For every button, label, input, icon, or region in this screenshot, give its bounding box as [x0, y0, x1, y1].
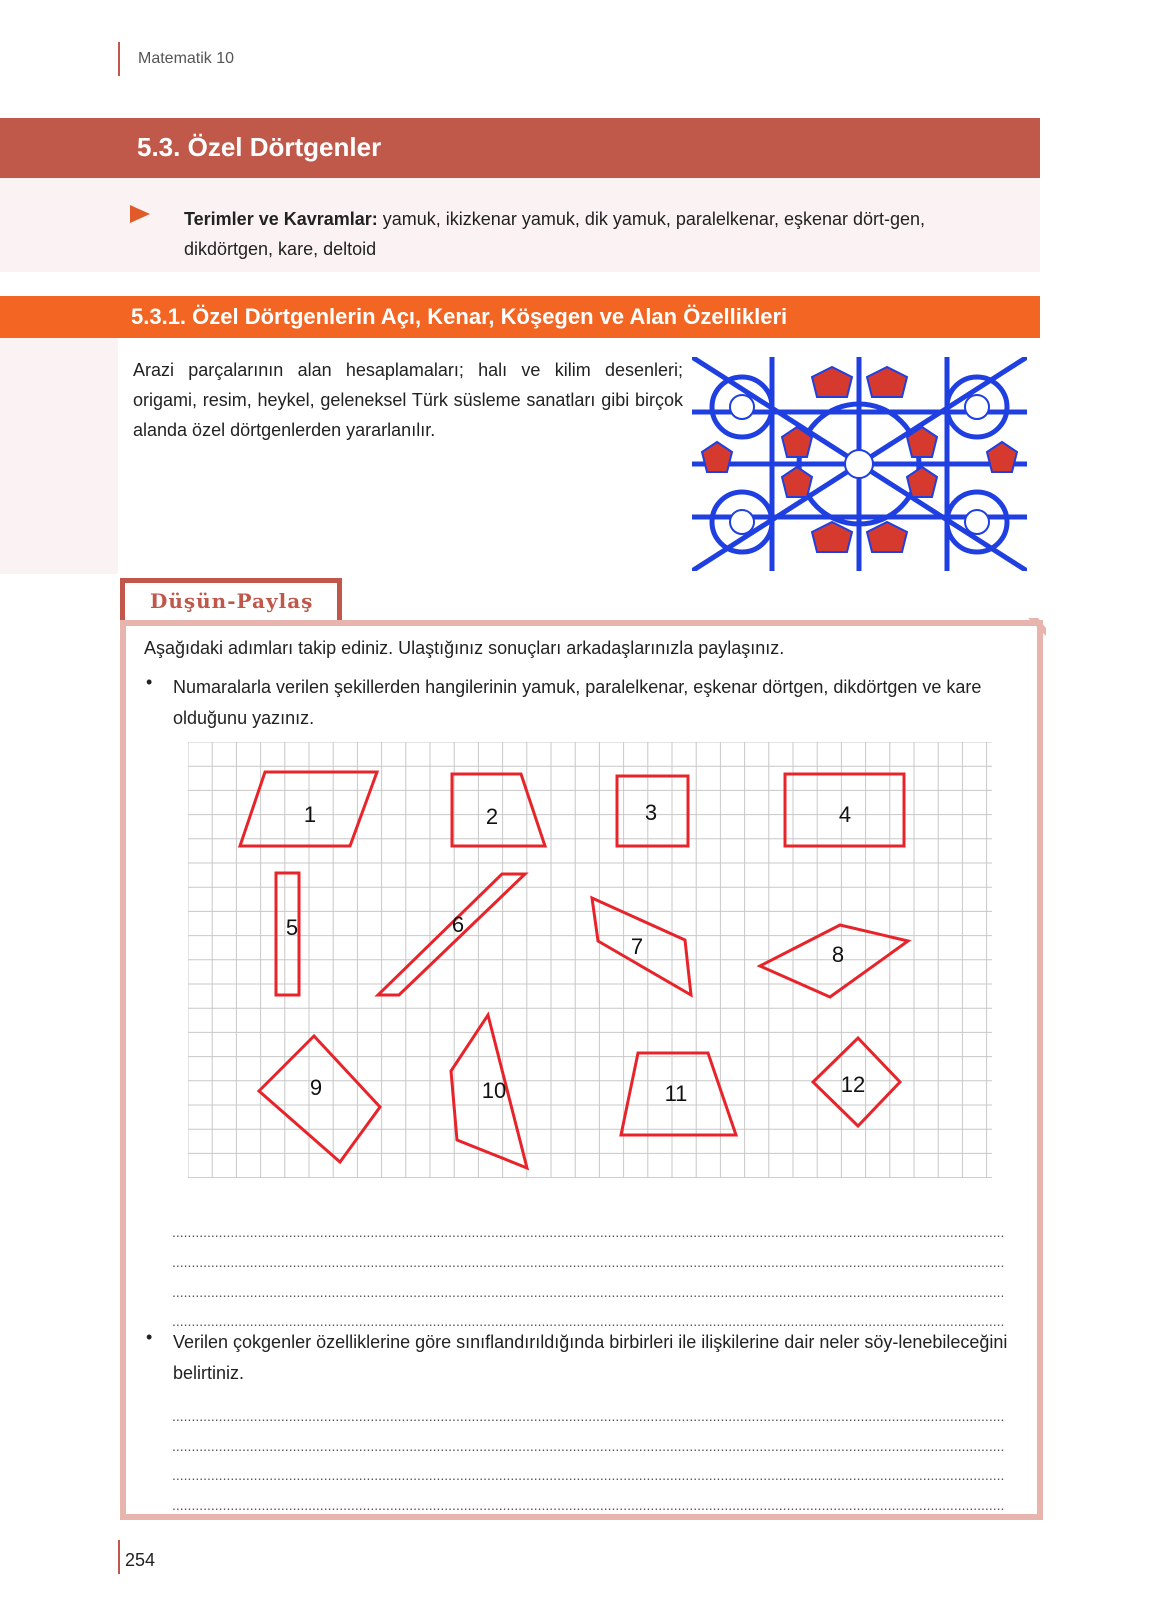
shape-label-2: 2 — [485, 804, 499, 829]
subsection-title: 5.3.1. Özel Dörtgenlerin Açı, Kenar, Köşegen ve Alan Özellikleri — [131, 304, 788, 329]
answer-line[interactable]: ...................................................................................................................................................................................................................... — [172, 1284, 1005, 1298]
shape-label-4: 4 — [838, 802, 852, 827]
answer-line[interactable]: ...................................................................................................................................................................................................................... — [172, 1438, 1005, 1452]
box-corner-decoration — [1028, 618, 1046, 636]
shape-label-12: 12 — [840, 1072, 866, 1097]
answer-line[interactable]: ...................................................................................................................................................................................................................... — [172, 1313, 1005, 1327]
terms-list: yamuk, ikizkenar yamuk, dik yamuk, paralelkenar, eşkenar dört-gen, dikdörtgen, kare, deltoid — [184, 209, 926, 259]
bullet-1-marker: • — [146, 672, 153, 692]
shape-label-3: 3 — [644, 800, 658, 825]
shape-label-9: 9 — [309, 1075, 323, 1100]
activity-tab-label: Düşün-Paylaş — [150, 589, 314, 613]
activity-instruction: Aşağıdaki adımları takip ediniz. Ulaştığınız sonuçları arkadaşlarınızla paylaşınız. — [144, 638, 785, 658]
answer-line[interactable]: ...................................................................................................................................................................................................................... — [172, 1408, 1005, 1422]
bullet-2-text: Verilen çokgenler özelliklerine göre sınıflandırıldığında birbirleri ile ilişkilerine dair neler söy-lenebileceğini belirtiniz. — [173, 1332, 1008, 1383]
footer-divider — [118, 1540, 120, 1574]
shape-label-7: 7 — [630, 934, 644, 959]
quadrilateral-grid-figure — [188, 742, 992, 1178]
terms-paragraph — [184, 204, 1014, 264]
answer-line[interactable]: ...................................................................................................................................................................................................................... — [172, 1254, 1005, 1268]
bullet-2-marker: • — [146, 1327, 153, 1347]
intro-paragraph: Arazi parçalarının alan hesaplamaları; halı ve kilim desenleri; origami, resim, heykel, geleneksel Türk süsleme sanatları gibi birçok alanda özel dörtgenlerden yararlanılır. — [133, 360, 683, 440]
quadrilateral-shape-2 — [452, 774, 545, 846]
shape-label-11: 11 — [664, 1081, 688, 1106]
shape-label-1: 1 — [303, 802, 317, 827]
margin-strip — [0, 338, 118, 574]
bullet-1-text: Numaralarla verilen şekillerden hangilerinin yamuk, paralelkenar, eşkenar dörtgen, dikdörtgen ve kare olduğunu yazınız. — [173, 677, 982, 728]
shape-label-8: 8 — [831, 942, 845, 967]
terms-label: Terimler ve Kavramlar: — [184, 209, 378, 229]
header-divider — [118, 42, 120, 76]
geometric-pattern-image — [692, 357, 1027, 571]
answer-line[interactable]: ...................................................................................................................................................................................................................... — [172, 1467, 1005, 1481]
answer-line[interactable]: ...................................................................................................................................................................................................................... — [172, 1224, 1005, 1238]
section-title: 5.3. Özel Dörtgenler — [137, 132, 382, 162]
book-title: Matematik 10 — [138, 50, 235, 67]
page-number: 254 — [125, 1550, 156, 1570]
shape-label-10: 10 — [481, 1078, 507, 1103]
triangle-bullet-icon — [130, 205, 150, 223]
answer-line[interactable]: ...................................................................................................................................................................................................................... — [172, 1497, 1005, 1511]
shape-label-5: 5 — [285, 915, 299, 940]
shape-label-6: 6 — [451, 912, 465, 937]
